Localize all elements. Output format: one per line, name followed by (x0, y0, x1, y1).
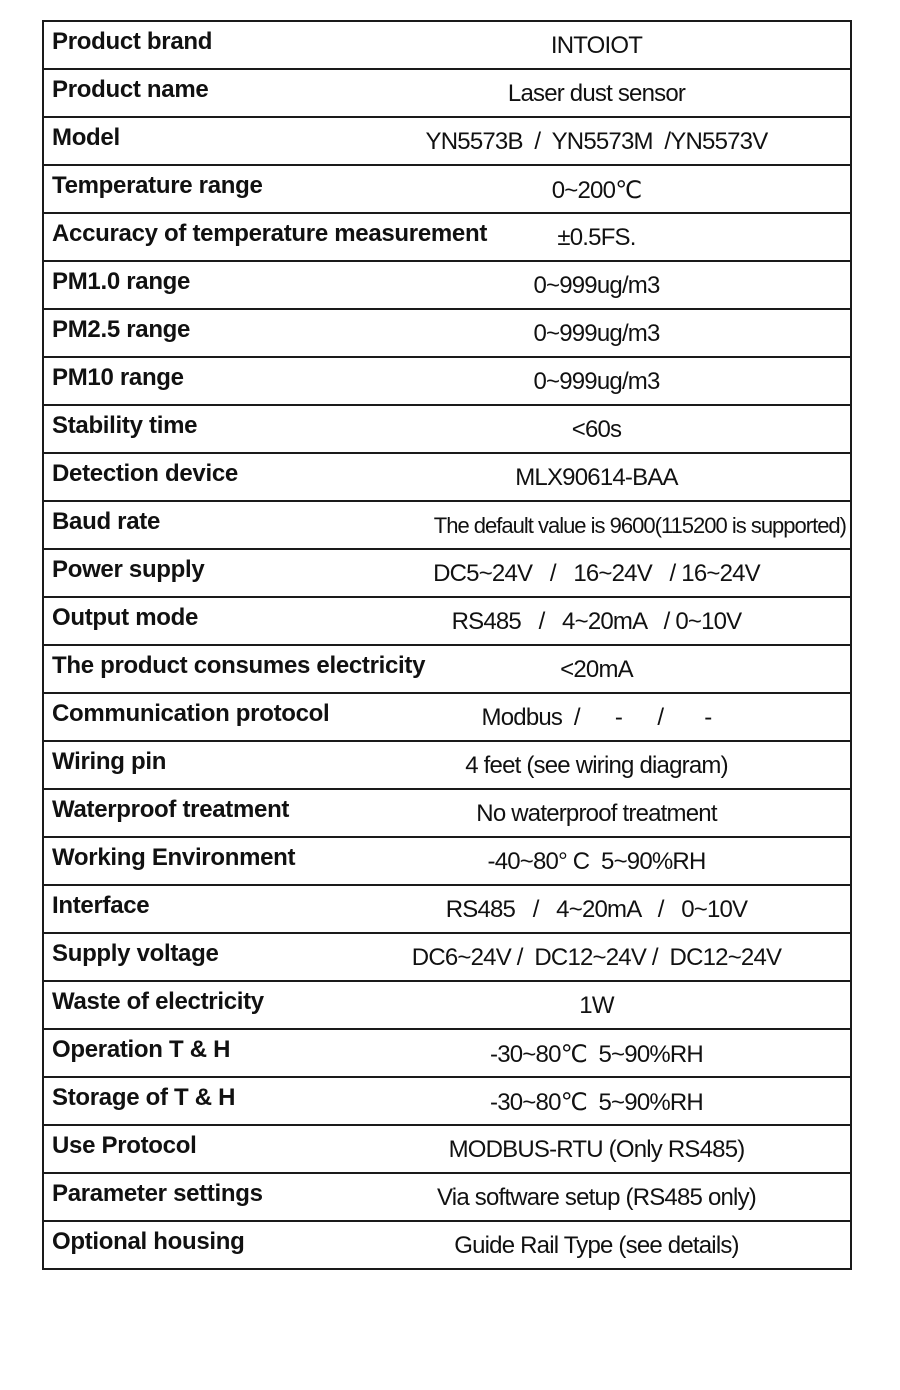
table-row (43, 69, 851, 117)
row-value: 4 feet (see wiring diagram) (343, 741, 851, 789)
row-label: Waste of electricity (43, 981, 343, 1029)
table-row (43, 837, 851, 885)
row-label: PM10 range (43, 357, 343, 405)
row-value: <20mA (343, 645, 851, 693)
row-value: Via software setup (RS485 only) (343, 1173, 851, 1221)
row-value: MODBUS-RTU (Only RS485) (343, 1125, 851, 1173)
table-row (43, 309, 851, 357)
table-row (43, 693, 851, 741)
table-row (43, 453, 851, 501)
table-row (43, 741, 851, 789)
row-label: Working Environment (43, 837, 343, 885)
table-row (43, 549, 851, 597)
row-value: DC6~24V / DC12~24V / DC12~24V (343, 933, 851, 981)
row-label: Detection device (43, 453, 343, 501)
row-label: Power supply (43, 549, 343, 597)
row-value: YN5573B / YN5573M /YN5573V (343, 117, 851, 165)
table-row (43, 357, 851, 405)
row-value: 0~999ug/m3 (343, 309, 851, 357)
row-label: Operation T & H (43, 1029, 343, 1077)
row-value: -40~80° C 5~90%RH (343, 837, 851, 885)
table-row (43, 933, 851, 981)
table-row (43, 165, 851, 213)
spec-table (42, 20, 852, 1270)
row-value: Modbus / - / - (343, 693, 851, 741)
table-row (43, 501, 851, 549)
row-label: Interface (43, 885, 343, 933)
table-row (43, 1029, 851, 1077)
row-label: Product name (43, 69, 343, 117)
table-row (43, 117, 851, 165)
row-value: 0~200℃ (343, 165, 851, 213)
row-label: Supply voltage (43, 933, 343, 981)
row-value: RS485 / 4~20mA / 0~10V (343, 597, 851, 645)
table-row (43, 261, 851, 309)
row-value: <60s (343, 405, 851, 453)
row-label: Parameter settings (43, 1173, 343, 1221)
row-value: DC5~24V / 16~24V / 16~24V (343, 549, 851, 597)
table-row (43, 405, 851, 453)
row-label: Product brand (43, 21, 343, 69)
row-label: Optional housing (43, 1221, 343, 1269)
row-label: Model (43, 117, 343, 165)
row-value: No waterproof treatment (343, 789, 851, 837)
row-label: Baud rate (43, 501, 343, 549)
row-label: Communication protocol (43, 693, 343, 741)
row-value: ±0.5FS. (343, 213, 851, 261)
row-value: INTOIOT (343, 21, 851, 69)
row-label: Output mode (43, 597, 343, 645)
table-row (43, 1173, 851, 1221)
table-row (43, 645, 851, 693)
row-value: 0~999ug/m3 (343, 261, 851, 309)
row-value: The default value is 9600(115200 is supported) (343, 501, 851, 549)
row-label: Use Protocol (43, 1125, 343, 1173)
row-label: Waterproof treatment (43, 789, 343, 837)
table-row (43, 789, 851, 837)
row-label: Accuracy of temperature measurement (43, 213, 343, 261)
table-row (43, 213, 851, 261)
row-label: Stability time (43, 405, 343, 453)
row-value: RS485 / 4~20mA / 0~10V (343, 885, 851, 933)
row-label: PM2.5 range (43, 309, 343, 357)
row-label: PM1.0 range (43, 261, 343, 309)
row-value: -30~80℃ 5~90%RH (343, 1029, 851, 1077)
row-value: -30~80℃ 5~90%RH (343, 1077, 851, 1125)
table-row (43, 885, 851, 933)
table-row (43, 981, 851, 1029)
row-value: MLX90614-BAA (343, 453, 851, 501)
row-value: 0~999ug/m3 (343, 357, 851, 405)
row-value: Guide Rail Type (see details) (343, 1221, 851, 1269)
row-value: 1W (343, 981, 851, 1029)
table-row (43, 21, 851, 69)
row-label: Wiring pin (43, 741, 343, 789)
table-row (43, 1221, 851, 1269)
row-label: Storage of T & H (43, 1077, 343, 1125)
row-label: Temperature range (43, 165, 343, 213)
table-row (43, 1077, 851, 1125)
row-label: The product consumes electricity (43, 645, 343, 693)
row-value: Laser dust sensor (343, 69, 851, 117)
table-row (43, 1125, 851, 1173)
table-row (43, 597, 851, 645)
